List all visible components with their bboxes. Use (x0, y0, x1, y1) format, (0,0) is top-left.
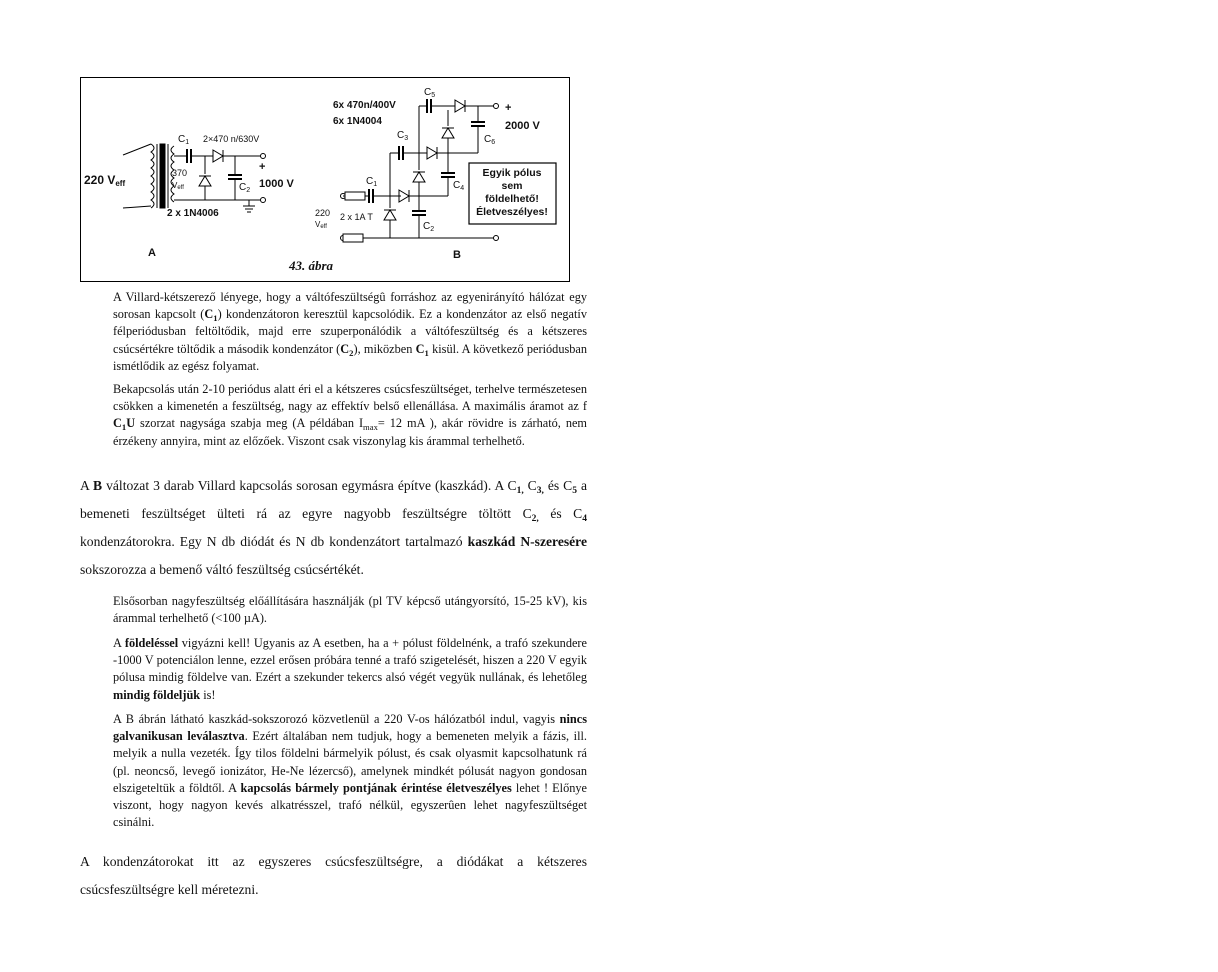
paragraph-elsosorban: Elsősorban nagyfeszültség előállítására használják (pl TV képcső utángyorsító, 15-25 kV), kis árammal terhelhető (<100 µA). (113, 594, 587, 626)
b-c1-label: $C_1$ (366, 176, 378, 188)
a-output-terminal-top (261, 154, 266, 159)
warning-line-2: sem (501, 180, 523, 192)
a-plus-label: + (259, 161, 266, 173)
a-label: A (148, 247, 156, 259)
a-secondary-voltage: 370 (172, 168, 188, 178)
b-caps-label: 6x 470n/400V (333, 100, 396, 111)
paragraph-foldeles: A földeléssel vigyázni kell! Ugyanis az A esetben, ha a + pólust földelnénk, a trafó szekundere -1000 V potenciálon lenne, ezzel erősen próbára tenné a trafó szigetelését, hiszen a 220 V egyik pólusa mindig földelve van. Ezért a szekunder tekercs alsó végét vegyük nullának, és lehetőleg mindig földeljük is! (113, 636, 587, 702)
b-c2-label: $C_2$ (423, 221, 435, 233)
b-fuse-top (345, 192, 365, 200)
warning-line-3: földelhető! (485, 193, 539, 205)
b-diodes-label: 6x 1N4004 (333, 116, 382, 127)
b-c3-label: $C_3$ (397, 130, 409, 142)
a-diodes-label: 2 x 1N4006 (167, 208, 219, 219)
circuit-figure (80, 77, 570, 282)
primary-lead-top (123, 144, 151, 155)
paragraph-meretezes: A kondenzátorokat itt az egyszeres csúcsfeszültségre, a diódákat a kétszeres csúcsfeszültségre kell méretezni. (80, 854, 587, 897)
a-secondary-sub: Veff (172, 181, 184, 191)
a-output-terminal-bottom (261, 198, 266, 203)
a-diode-shunt (199, 176, 211, 186)
b-c5-label: $C_5$ (424, 87, 436, 99)
b-diode-d5 (442, 128, 454, 138)
a-c1-label: $C_1$ (178, 134, 190, 146)
paragraph-kaszkad: A B változat 3 darab Villard kapcsolás sorosan egymásra építve (kaszkád). A $C_{1,}$ $C_{3,}$ és $C_5$ a bemeneti feszültséget ülteti rá az egyre nagyobb feszültségre töltött $C_{2,}$ és $C_4$ kondenzátorokra. Egy N db diódát és N db kondenzátort tartalmazó kaszkád N-szeresére sokszorozza a bemenő váltó feszültség csúcsértékét. (80, 478, 588, 577)
b-input-label: 220 (315, 208, 331, 218)
b-output-terminal-bottom (494, 236, 499, 241)
b-output-label: 2000 V (505, 120, 540, 132)
b-diode-d3 (413, 172, 425, 182)
circuit-diagram (81, 78, 571, 283)
b-plus-label: + (505, 102, 512, 114)
paragraph-b-abra: A B ábrán látható kaszkád-sokszorozó közvetlenül a 220 V-os hálózatból indul, vagyis nincs galvanikusan leválasztva. Ezért általában nem tudjuk, hogy a bemeneten melyik a fázis, ill. melyik a nulla vezeték. Így tilos földelni bármelyik pólust, és csak olyasmit kapcsolhatunk rá (pl. neoncső, levegő ionizátor, He-Ne lézercső), amelynek mindkét pólusát nagyon gondosan elszigeteltük a földtől. A kapcsolás bármely pontjának érintése életveszélyes lehet ! Előnye viszont, hogy nagyon kevés alkatrésszel, trafó nélkül, egyszerûen lehet nagyfeszültséget csinálni. (113, 712, 587, 830)
figure-caption: 43. ábra (289, 258, 334, 273)
a-output-label: 1000 V (259, 178, 294, 190)
b-label: B (453, 249, 461, 261)
a-c2-label: $C_2$ (239, 182, 251, 194)
primary-lead-bottom (123, 206, 151, 208)
b-input-sub: Veff (315, 220, 327, 230)
b-diode-d4 (427, 147, 437, 159)
b-fuses-label: 2 x 1A T (340, 212, 373, 222)
warning-line-4: Életveszélyes! (476, 206, 548, 218)
b-fuse-bottom (343, 234, 363, 242)
a-caps-label: 2×470 n/630V (203, 134, 260, 144)
warning-line-1: Egyik pólus (482, 167, 542, 179)
paragraph-bekapcsolas: Bekapcsolás után 2-10 periódus alatt éri el a kétszeres csúcsfeszültséget, terhelve természetesen csökken a kimenetén a feszültség, nagy az effektív belső ellenállása. A maximális áramot az f $C_1U$ szorzat nagysága szabja meg (A példában $I_{max}= 12$ mA ), akár rövidre is zárható, nem érzékeny annyira, mint az előzőek. Viszont csak viszonylag kis árammal terhelhető. (113, 382, 588, 448)
a-input-label: 220 Veff (84, 173, 126, 188)
transformer-core (160, 144, 165, 208)
b-diode-d1 (384, 210, 396, 220)
a-diode-series (213, 150, 223, 162)
b-diode-d6 (455, 100, 465, 112)
transformer-primary (151, 144, 154, 208)
b-output-terminal-top (494, 104, 499, 109)
b-c6-label: $C_6$ (484, 134, 496, 146)
b-c4-label: $C_4$ (453, 180, 465, 192)
paragraph-villard: A Villard-kétszerező lényege, hogy a váltófeszültségû forráshoz az egyenirányító hálózat egy sorosan kapcsolt $(C_1)$ kondenzátoron keresztül kapcsolódik. Ez a kondenzátor az első negatív félperiódusban feltöltődik, majd erre szuperponálódik a váltófeszültség és a kétszeres csúcsértékre töltődik a második kondenzátor $(C_2)$, miközben $C_1$ kisül. A következő periódusban ismétlődik az egész folyamat. (113, 290, 588, 373)
